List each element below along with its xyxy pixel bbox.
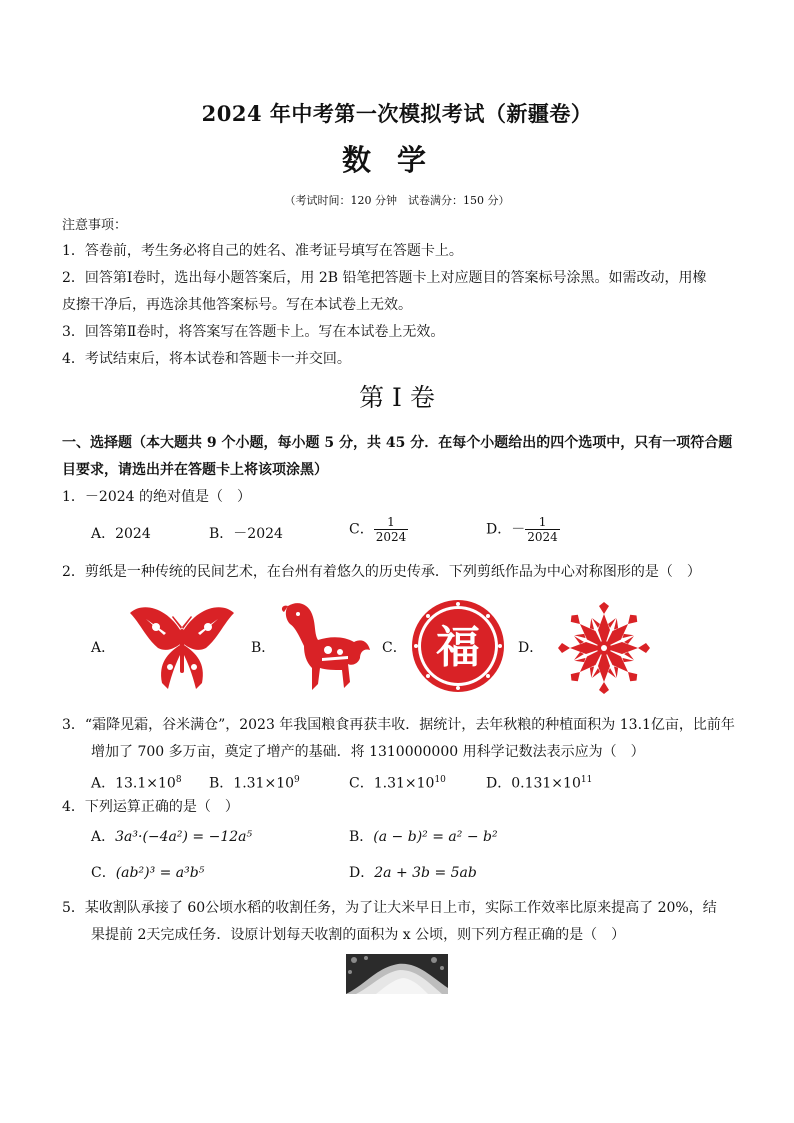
q3-option-c-exp: 10 <box>434 775 446 785</box>
q1-stem: 1．－2024 的绝对值是（ ） <box>62 489 251 505</box>
q1-option-c-label: C． <box>349 521 374 538</box>
q1-option-c-fraction <box>374 515 409 544</box>
fu-character: 福 <box>436 622 480 673</box>
q2-option-a-label: A． <box>91 640 116 656</box>
q1-option-a: A．2024 <box>91 526 151 542</box>
q4-option-a-expr: 3a³·(−4a²) = −12a⁵ <box>115 829 253 845</box>
q5-stem-line2: 果提前 2天完成任务．设原计划每天收割的面积为 x 公顷，则下列方程正确的是（ ） <box>91 927 626 943</box>
rice-pile-photo <box>346 954 448 994</box>
exam-info: （考试时间：120 分钟 试卷满分：150 分） <box>284 194 510 207</box>
q3-option-c <box>349 767 446 798</box>
fraction-numerator: 1 <box>525 515 560 530</box>
q3-option-a-exp: 8 <box>175 775 182 785</box>
snowflake-papercut-image <box>552 600 656 696</box>
fraction-numerator: 1 <box>374 515 409 530</box>
q3-option-d-exp: 11 <box>580 775 593 785</box>
q4-option-d <box>349 860 477 887</box>
horse-papercut-image <box>278 598 374 694</box>
q3-option-b-exp: 9 <box>294 775 300 785</box>
q4-option-c-label: C． <box>91 865 116 881</box>
note-item-4: 4．考试结束后，将本试卷和答题卡一并交回。 <box>62 351 351 367</box>
q4-option-b <box>349 824 498 851</box>
note-item-2-cont: 皮擦干净后，再选涂其他答案标号。写在本试卷上无效。 <box>62 297 412 313</box>
notes-heading: 注意事项： <box>62 218 128 233</box>
q2-option-b-label: B． <box>251 640 276 656</box>
q3-option-d <box>486 767 592 798</box>
fraction-denominator: 2024 <box>527 530 558 544</box>
q3-option-a-text: A．13.1×10 <box>91 775 176 792</box>
fu-character-papercut-image <box>410 598 506 694</box>
q1-option-d-fraction <box>525 515 560 544</box>
q2-stem: 2．剪纸是一种传统的民间艺术，在台州有着悠久的历史传承．下列剪纸作品为中心对称图形的是（ ） <box>62 564 701 580</box>
part1-heading: 一、选择题（本大题共 9 个小题，每小题 5 分，共 45 分．在每个小题给出的四个选项中，只有一项符合题 <box>62 435 733 451</box>
q5-stem-line1: 5．某收割队承接了 60公顷水稻的收割任务，为了让大米早日上市，实际工作效率比原来提高了 20%，结 <box>62 900 717 916</box>
q4-option-b-expr: (a − b)² = a² − b² <box>373 829 498 845</box>
q2-option-c-label: C． <box>382 640 407 656</box>
q4-option-a <box>91 824 252 851</box>
subject-text: 数学 <box>341 143 452 177</box>
q1-option-d-label: D．－ <box>486 521 526 538</box>
q3-option-d-text: D．0.131×10 <box>486 775 581 792</box>
q1-option-d <box>486 515 560 544</box>
q1-option-b: B．－2024 <box>209 526 283 542</box>
q3-stem-line2: 增加了 700 多万亩，奠定了增产的基础．将 1310000000 用科学记数法表示应为（ ） <box>91 744 645 760</box>
exam-title: 2024 年中考第一次模拟考试（新疆卷） <box>201 101 593 126</box>
q4-option-d-label: D． <box>349 865 375 881</box>
note-item-2: 2．回答第Ⅰ卷时，选出每小题答案后，用 2B 铅笔把答题卡上对应题目的答案标号涂黑。如需改动，用橡 <box>62 270 707 286</box>
subject-title <box>0 138 794 179</box>
q2-option-d-label: D． <box>518 640 544 656</box>
q4-option-c-expr: (ab²)³ = a³b⁵ <box>115 865 205 881</box>
q3-option-b-text: B．1.31×10 <box>209 775 295 792</box>
q4-option-c <box>91 860 204 887</box>
section-title: 第 I 卷 <box>359 383 435 412</box>
note-item-3: 3．回答第Ⅱ卷时，将答案写在答题卡上。写在本试卷上无效。 <box>62 324 445 340</box>
butterfly-papercut-image <box>128 603 236 693</box>
q4-stem: 4．下列运算正确的是（ ） <box>62 799 239 815</box>
fraction-denominator: 2024 <box>375 530 407 544</box>
q3-stem-line1: 3．“霜降见霜，谷米满仓”，2023 年我国粮食再获丰收．据统计，去年秋粮的种植面积为 13.1亿亩，比前年 <box>62 717 735 733</box>
note-item-1: 1．答卷前，考生务必将自己的姓名、准考证号填写在答题卡上。 <box>62 243 463 259</box>
q4-option-d-expr: 2a + 3b = 5ab <box>374 865 477 881</box>
q4-option-b-label: B． <box>349 829 374 845</box>
q1-option-c <box>349 515 408 544</box>
q4-option-a-label: A． <box>91 829 116 845</box>
part1-heading-cont: 目要求，请选出并在答题卡上将该项涂黑） <box>62 462 328 478</box>
q3-option-c-text: C．1.31×10 <box>349 775 435 792</box>
